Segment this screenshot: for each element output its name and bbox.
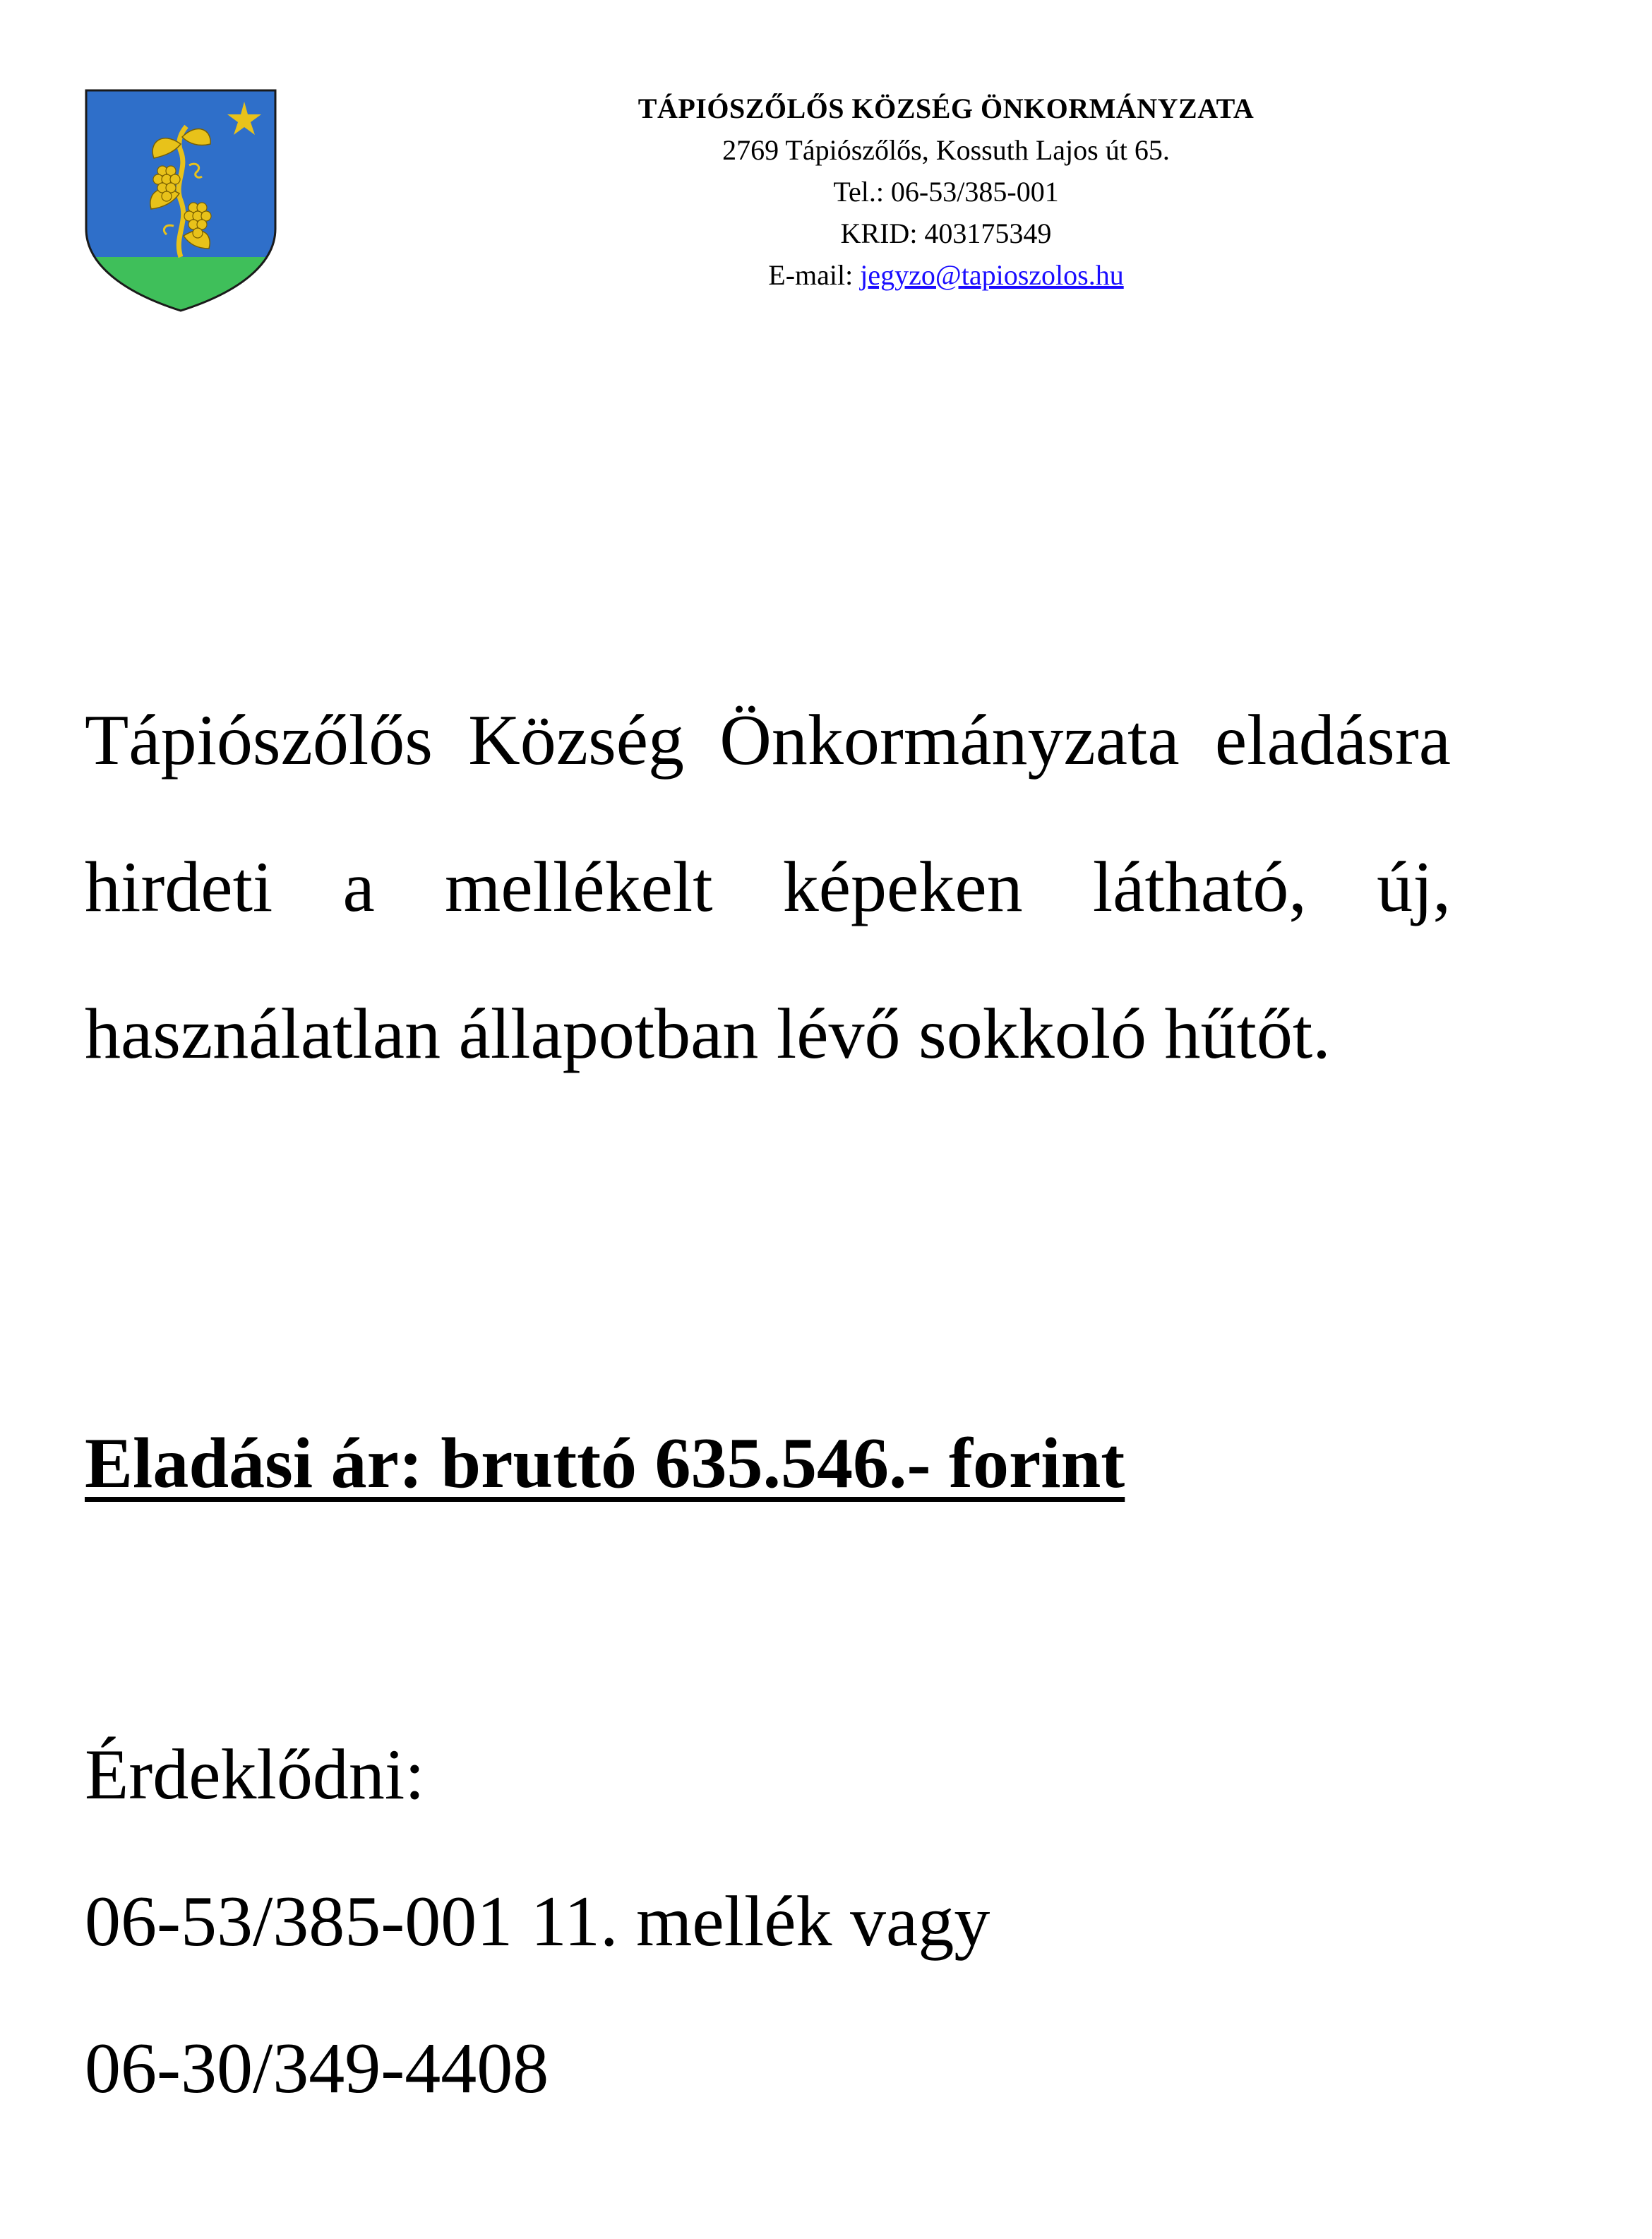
letterhead bbox=[494, 88, 1398, 296]
email-line bbox=[494, 254, 1398, 296]
email-label: E-mail: bbox=[768, 259, 861, 291]
contact-label: Érdeklődni: bbox=[85, 1735, 425, 1815]
coat-of-arms-icon bbox=[83, 88, 278, 314]
coat-of-arms bbox=[83, 88, 278, 314]
email-link[interactable]: jegyzo@tapioszolos.hu bbox=[860, 259, 1124, 291]
contact-phone-1: 06-53/385-001 11. mellék vagy bbox=[85, 1882, 990, 1962]
address: 2769 Tápiószőlős, Kossuth Lajos út 65. bbox=[722, 134, 1170, 166]
phone: Tel.: 06-53/385-001 bbox=[833, 176, 1059, 208]
contact-phone-2: 06-30/349-4408 bbox=[85, 2029, 549, 2108]
contact-section bbox=[85, 1702, 990, 2142]
sale-price: Eladási ár: bruttó 635.546.- forint bbox=[85, 1423, 1125, 1503]
organization-name: TÁPIÓSZŐLŐS KÖZSÉG ÖNKORMÁNYZATA bbox=[638, 92, 1255, 124]
krid: KRID: 403175349 bbox=[840, 217, 1052, 249]
announcement-body: Tápiószőlős Község Önkormányzata eladásra hirdeti a mellékelt képeken látható, új, használatlan állapotban lévő sokkoló hűtőt. bbox=[85, 700, 1451, 1074]
